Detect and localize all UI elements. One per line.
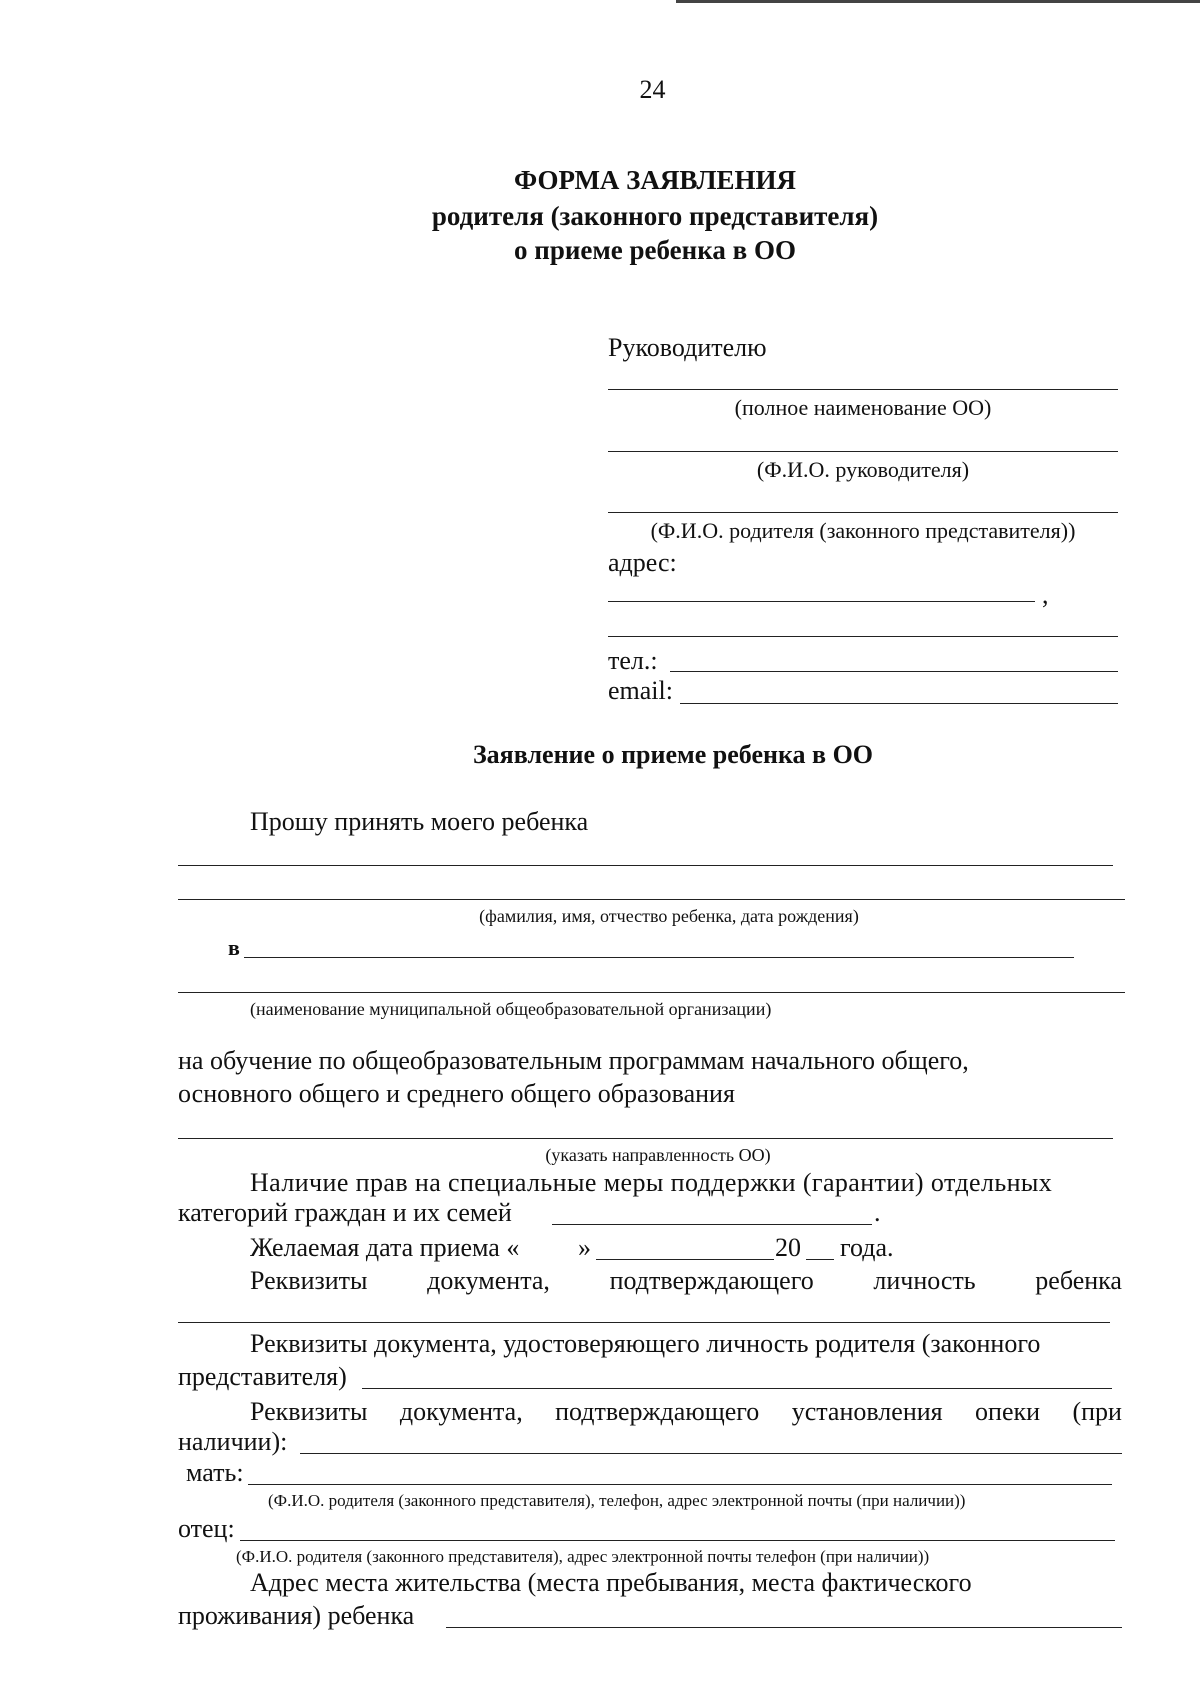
child-doc-word-4: личность xyxy=(873,1266,976,1295)
rights-text-2: категорий граждан и их семей xyxy=(178,1198,512,1227)
guardian-word-5: опеки xyxy=(975,1397,1041,1426)
guardian-word-4: установления xyxy=(791,1397,943,1426)
org-name-field[interactable] xyxy=(608,389,1118,390)
date-month-field[interactable] xyxy=(596,1259,774,1260)
child-doc-word-5: ребенка xyxy=(1035,1266,1122,1295)
school-field-1[interactable] xyxy=(244,957,1074,958)
father-field[interactable] xyxy=(240,1540,1115,1541)
child-doc-word-3: подтверждающего xyxy=(609,1266,814,1295)
child-doc-word-1: Реквизиты xyxy=(250,1266,368,1295)
address-field-2[interactable] xyxy=(608,636,1118,637)
guardian-field[interactable] xyxy=(300,1453,1122,1454)
school-caption: (наименование муниципальной общеобразовательной организации) xyxy=(250,999,772,1019)
program-text-2: основного общего и среднего общего образования xyxy=(178,1079,735,1108)
direction-field[interactable] xyxy=(178,1138,1113,1139)
addressee-label: Руководителю xyxy=(608,333,767,362)
date-prefix: Желаемая дата приема « xyxy=(250,1233,520,1262)
mother-label: мать: xyxy=(186,1458,244,1487)
form-title: ФОРМА ЗАЯВЛЕНИЯ xyxy=(513,165,797,195)
father-caption: (Ф.И.О. родителя (законного представителя), адрес электронной почты телефон (при наличии)) xyxy=(236,1547,930,1566)
page-number: 24 xyxy=(639,75,666,104)
mother-field[interactable] xyxy=(248,1484,1112,1485)
direction-caption: (указать направленность ОО) xyxy=(545,1145,771,1165)
date-century: 20 xyxy=(775,1233,801,1262)
application-heading: Заявление о приеме ребенка в ОО xyxy=(472,740,874,769)
parent-doc-text-2: представителя) xyxy=(178,1362,347,1391)
program-text-1: на обучение по общеобразовательным программам начального общего, xyxy=(178,1046,969,1075)
guardian-word-6: (при xyxy=(1072,1397,1122,1426)
address-comma: , xyxy=(1042,580,1049,609)
address-label: адрес: xyxy=(608,548,677,577)
rights-text-1-content: Наличие прав на специальные меры поддержки (гарантии) отдельных xyxy=(250,1168,1053,1197)
head-name-field[interactable] xyxy=(608,451,1118,452)
date-quote-close: » xyxy=(578,1233,591,1262)
rights-field[interactable] xyxy=(552,1224,872,1225)
address-field-1[interactable] xyxy=(608,601,1035,602)
child-doc-text xyxy=(250,1266,1122,1296)
guardian-word-3: подтверждающего xyxy=(555,1397,760,1426)
form-subtitle-2: о приеме ребенка в ОО xyxy=(514,235,796,265)
guardian-word-2: документа, xyxy=(399,1397,523,1426)
rights-text-1 xyxy=(250,1168,1122,1198)
child-field-1[interactable] xyxy=(178,865,1113,866)
scan-top-edge xyxy=(676,0,1200,3)
email-label: email: xyxy=(608,676,673,705)
phone-field[interactable] xyxy=(670,671,1118,672)
child-field-2[interactable] xyxy=(178,899,1125,900)
child-doc-field[interactable] xyxy=(178,1322,1110,1323)
phone-label: тел.: xyxy=(608,646,658,675)
residence-text-1: Адрес места жительства (места пребывания, места фактического xyxy=(250,1568,972,1597)
rights-period: . xyxy=(874,1198,881,1227)
mother-caption: (Ф.И.О. родителя (законного представителя), телефон, адрес электронной почты (при наличии)) xyxy=(268,1491,966,1510)
school-field-2[interactable] xyxy=(178,992,1125,993)
head-name-caption: (Ф.И.О. руководителя) xyxy=(756,457,970,482)
in-label: в xyxy=(228,935,240,960)
parent-doc-text-1: Реквизиты документа, удостоверяющего личность родителя (законного xyxy=(250,1329,1041,1358)
guardian-text-2: наличии): xyxy=(178,1427,288,1456)
parent-name-field[interactable] xyxy=(608,512,1118,513)
child-caption: (фамилия, имя, отчество ребенка, дата рождения) xyxy=(479,906,859,926)
guardian-word-1: Реквизиты xyxy=(250,1397,368,1426)
date-year-field[interactable] xyxy=(806,1259,834,1260)
child-doc-word-2: документа, xyxy=(427,1266,550,1295)
parent-doc-field[interactable] xyxy=(362,1388,1112,1389)
guardian-text xyxy=(250,1397,1122,1427)
parent-name-caption: (Ф.И.О. родителя (законного представителя)) xyxy=(650,518,1076,543)
father-label: отец: xyxy=(178,1514,235,1543)
residence-text-2: проживания) ребенка xyxy=(178,1601,415,1630)
email-field[interactable] xyxy=(680,703,1118,704)
residence-field[interactable] xyxy=(446,1627,1122,1628)
form-subtitle: родителя (законного представителя) xyxy=(431,201,879,231)
org-name-caption: (полное наименование ОО) xyxy=(734,395,992,420)
date-suffix: года. xyxy=(840,1233,894,1262)
request-text: Прошу принять моего ребенка xyxy=(250,807,589,836)
